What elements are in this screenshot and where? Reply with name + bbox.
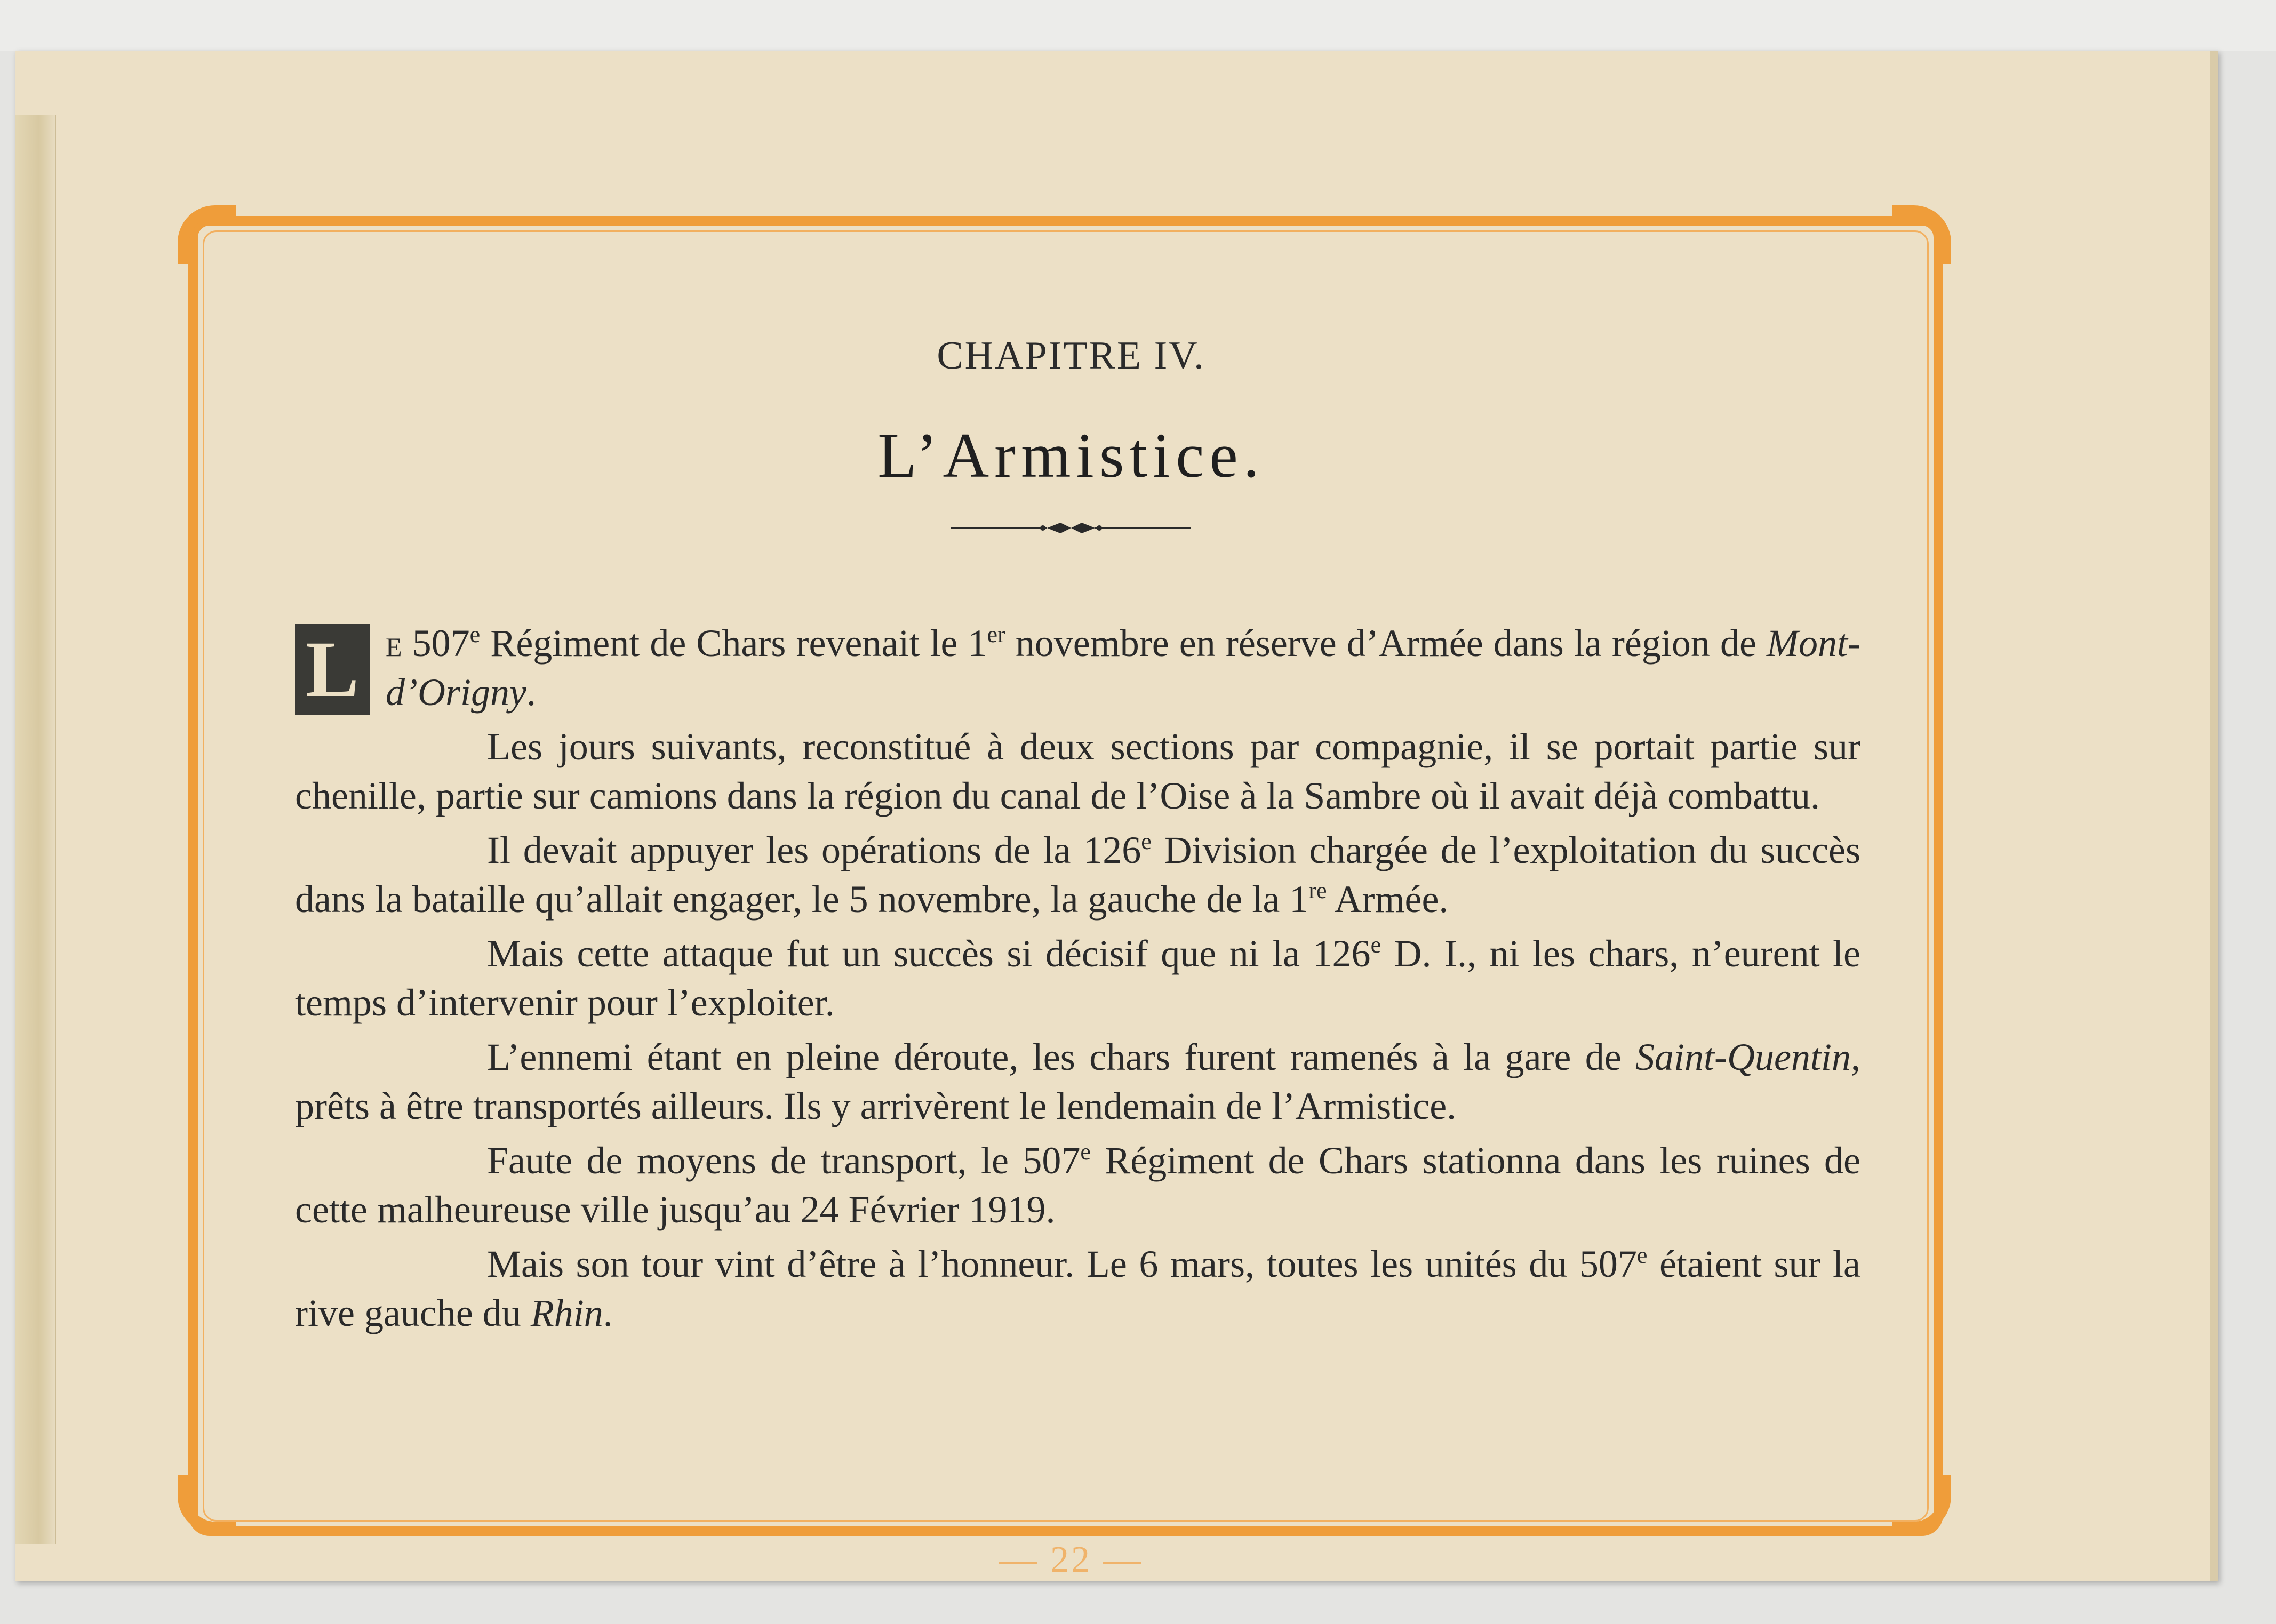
- superscript: re: [1308, 877, 1327, 903]
- superscript: er: [987, 621, 1005, 647]
- chapter-body: [295, 619, 1860, 1343]
- superscript: e: [1080, 1139, 1091, 1165]
- text-run: .: [603, 1292, 613, 1334]
- frame-corner-top-left: [178, 205, 236, 264]
- text-run: Division chargée de l’exploitation du succès dans la bataille qu’allait engager, le 5 novembre, la gauche de la 1: [295, 829, 1861, 921]
- text-run: , prêts à être transportés ailleurs. Ils y arrivèrent le lendemain de l’Armistice.: [295, 1036, 1860, 1127]
- text-run: D. I., ni les chars, n’eurent le temps d’intervenir pour l’exploiter.: [295, 932, 1861, 1024]
- text-run: Mais cette attaque fut un succès si décisif que ni la 126: [487, 932, 1371, 975]
- superscript: e: [1370, 932, 1381, 958]
- drop-cap: [295, 624, 370, 715]
- frame-corner-top-right: [1892, 205, 1951, 264]
- text-run: Faute de moyens de transport, le 507: [487, 1139, 1081, 1182]
- paragraph: [295, 1136, 1860, 1234]
- text-run: 507: [402, 622, 470, 665]
- scan-background-top: [0, 0, 2276, 51]
- text-run: novembre en réserve d’Armée dans la région de: [1005, 622, 1767, 665]
- paragraph: [295, 1239, 1860, 1338]
- page-number: — 22 —: [999, 1539, 1143, 1580]
- superscript: e: [1636, 1242, 1648, 1268]
- text-run: .: [526, 671, 536, 714]
- paragraph: [295, 826, 1860, 924]
- place-name: Saint-Quentin: [1635, 1036, 1851, 1078]
- text-run: Armée.: [1327, 878, 1449, 921]
- page-binding: [15, 115, 56, 1544]
- frame-corner-bottom-left: [178, 1475, 236, 1533]
- superscript: e: [1141, 828, 1152, 854]
- text-run: L’ennemi étant en pleine déroute, les chars furent ramenés à la gare de: [487, 1036, 1636, 1078]
- paragraph: [295, 619, 1860, 717]
- text-run: Régiment de Chars revenait le 1: [480, 622, 987, 665]
- place-name: Rhin: [530, 1292, 603, 1334]
- book-page: [15, 51, 2218, 1581]
- chapter-title: L’Armistice.: [877, 420, 1265, 491]
- frame-corner-bottom-right: [1892, 1475, 1951, 1533]
- superscript: e: [469, 621, 481, 647]
- text-run: Régiment de Chars stationna dans les ruines de cette malheureuse ville jusqu’au 24 Février 1919.: [295, 1139, 1860, 1231]
- text-run: Il devait appuyer les opérations de la 126: [487, 829, 1141, 871]
- drop-cap-continuation: e: [386, 622, 402, 665]
- paragraph: [295, 929, 1860, 1027]
- page-edge: [2210, 51, 2218, 1581]
- paragraph: [295, 1033, 1860, 1131]
- place-name: Mont-d’Origny: [386, 622, 1860, 714]
- paragraph: Les jours suivants, reconstitué à deux sections par compagnie, il se portait partie sur chenille, partie sur camions dans la région du canal de l’Oise à la Sambre où il avait déjà combattu.: [295, 725, 1860, 817]
- chapter-heading: CHAPITRE IV.: [937, 334, 1205, 378]
- text-run: Mais son tour vint d’être à l’honneur. Le 6 mars, toutes les unités du 507: [487, 1243, 1637, 1285]
- ornament-divider-icon: [951, 520, 1191, 536]
- drop-cap-letter: L: [305, 625, 360, 714]
- text-run: étaient sur la rive gauche du: [295, 1243, 1860, 1334]
